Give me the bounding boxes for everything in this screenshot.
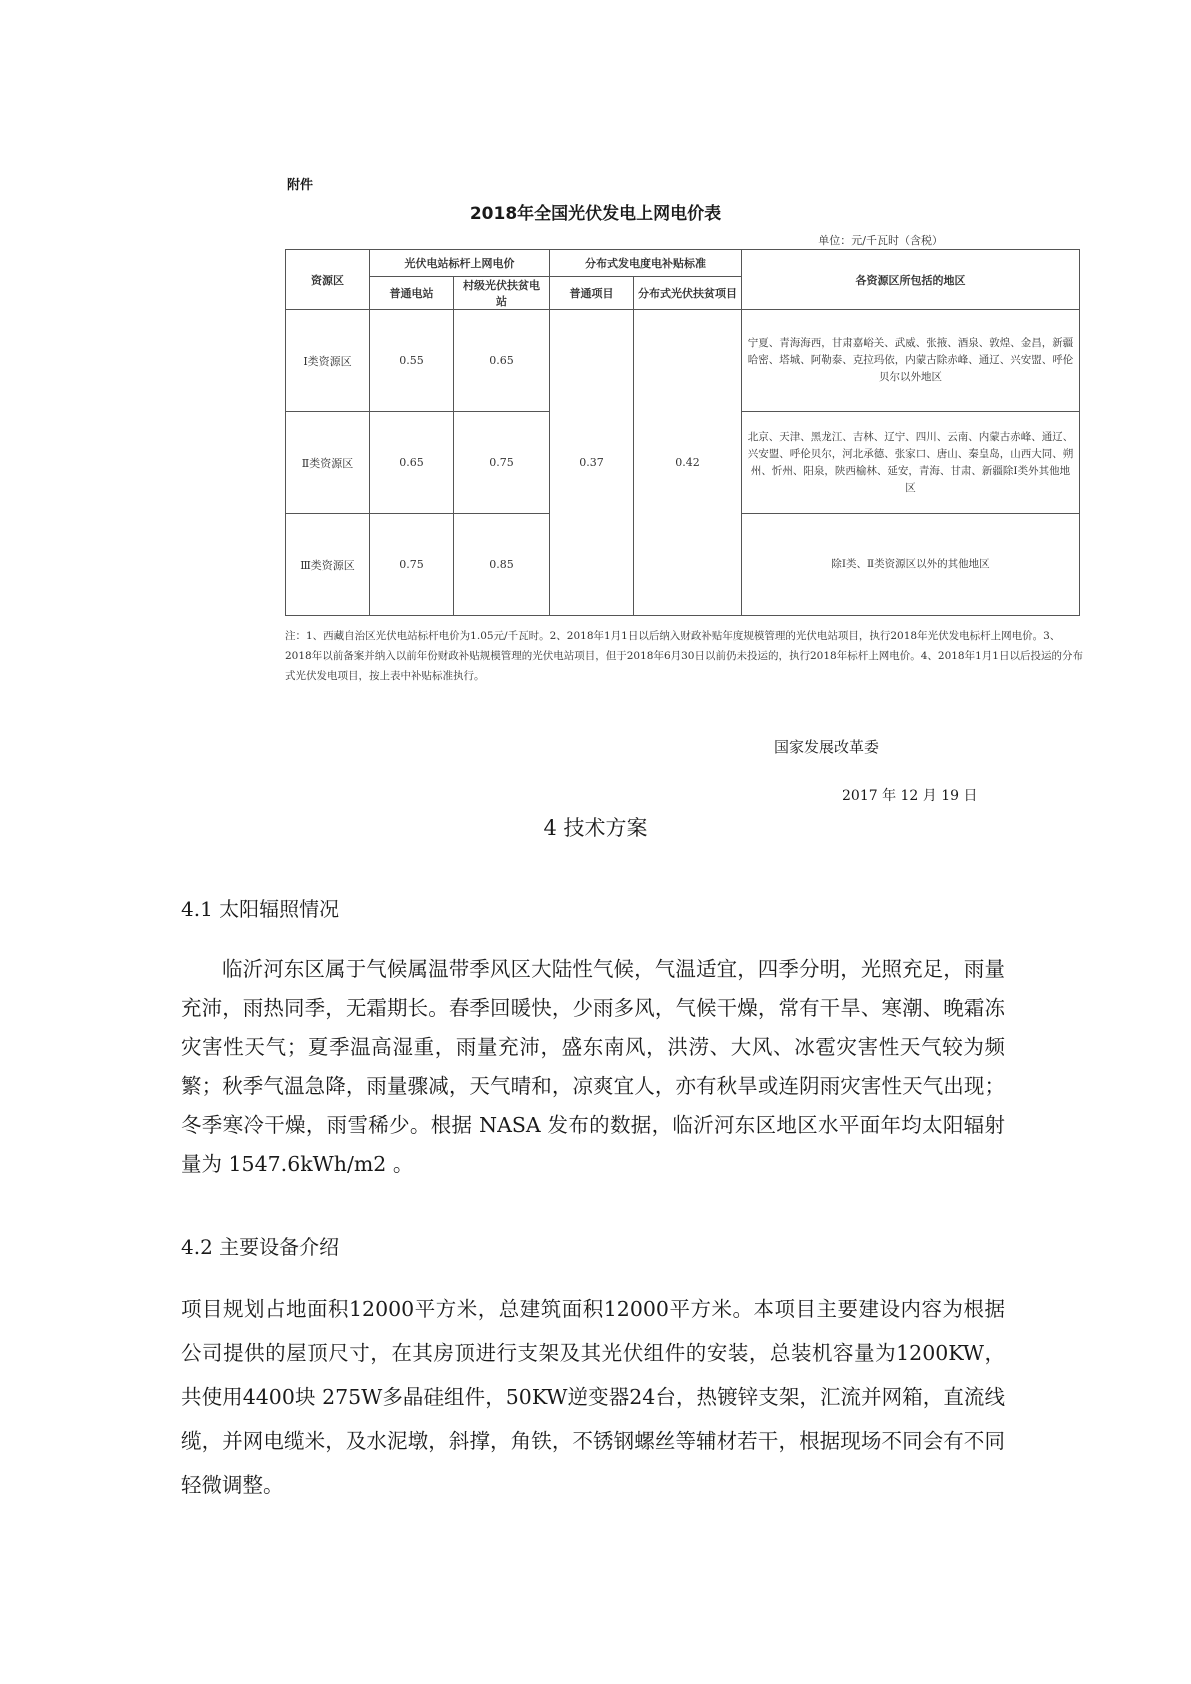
section-heading-equipment: 4.2 主要设备介绍 [181, 1235, 340, 1259]
ordinary-price-cell: 0.65 [370, 412, 454, 514]
subsidy-ordinary-cell: 0.37 [550, 310, 634, 616]
subsidy-poverty-cell: 0.42 [634, 310, 742, 616]
tariff-table-title: 2018年全国光伏发电上网电价表 [469, 204, 722, 224]
header-subsidy-group: 分布式发电度电补贴标准 [550, 250, 742, 277]
issue-date: 2017 年 12 月 19 日 [842, 788, 978, 804]
header-regions: 各资源区所包括的地区 [742, 250, 1080, 310]
header-village-poverty-station: 村级光伏扶贫电站 [454, 277, 550, 310]
header-ordinary-station: 普通电站 [370, 277, 454, 310]
village-price-cell: 0.65 [454, 310, 550, 412]
ordinary-price-cell: 0.55 [370, 310, 454, 412]
tariff-note: 注：1、西藏自治区光伏电站标杆电价为1.05元/千瓦时。2、2018年1月1日以后纳入财政补贴年度规模管理的光伏电站项目，执行2018年光伏发电标杆上网电价。3、2018年以前备案并纳入以前年份财政补贴规模管理的光伏电站项目，但于2018年6月30日以前仍未投运的，执行2018年标杆上网电价。4、2018年1月1日以后投运的分布式光伏发电项目，按上表中补贴标准执行。 [285, 630, 1083, 682]
village-price-cell: 0.85 [454, 514, 550, 616]
regions-cell: 宁夏、青海海西，甘肃嘉峪关、武威、张掖、酒泉、敦煌、金昌，新疆哈密、塔城、阿勒泰、克拉玛依，内蒙古除赤峰、通辽、兴安盟、呼伦贝尔以外地区 [742, 310, 1080, 412]
regions-cell: 除Ⅰ类、Ⅱ类资源区以外的其他地区 [742, 514, 1080, 616]
paragraph-equipment: 项目规划占地面积12000平方米，总建筑面积12000平方米。本项目主要建设内容为根据公司提供的屋顶尺寸，在其房顶进行支架及其光伏组件的安装，总装机容量为1200KW，共使用4400块 275W多晶硅组件，50KW逆变器24台，热镀锌支架，汇流并网箱，直流线缆，并网电缆米，及水泥墩，斜撑，角铁，不锈钢螺丝等辅材若干，根据现场不同会有不同轻微调整。 [181, 1297, 1005, 1497]
village-price-cell: 0.75 [454, 412, 550, 514]
section-heading-solar-radiation: 4.1 太阳辐照情况 [181, 897, 340, 921]
chapter-title: 4 技术方案 [543, 816, 648, 840]
header-benchmark-group: 光伏电站标杆上网电价 [370, 250, 550, 277]
zone-cell: Ⅲ类资源区 [286, 514, 370, 616]
regions-cell: 北京、天津、黑龙江、吉林、辽宁、四川、云南、内蒙古赤峰、通辽、兴安盟、呼伦贝尔，河北承德、张家口、唐山、秦皇岛，山西大同、朔州、忻州、阳泉，陕西榆林、延安，青海、甘肃、新疆除Ⅰ类外其他地区 [742, 412, 1080, 514]
tariff-table [285, 249, 1080, 616]
ordinary-price-cell: 0.75 [370, 514, 454, 616]
attachment-label: 附件 [287, 178, 314, 193]
header-ordinary-project: 普通项目 [550, 277, 634, 310]
zone-cell: Ⅱ类资源区 [286, 412, 370, 514]
header-resource-zone: 资源区 [286, 250, 370, 310]
header-distributed-poverty-project: 分布式光伏扶贫项目 [634, 277, 742, 310]
zone-cell: Ⅰ类资源区 [286, 310, 370, 412]
tariff-unit: 单位：元/千瓦时（含税） [818, 234, 943, 247]
paragraph-solar-radiation: 临沂河东区属于气候属温带季风区大陆性气候，气温适宜，四季分明，光照充足，雨量充沛，雨热同季，无霜期长。春季回暖快，少雨多风，气候干燥，常有干旱、寒潮、晚霜冻灾害性天气；夏季温高湿重，雨量充沛，盛东南风，洪涝、大风、冰雹灾害性天气较为频繁；秋季气温急降，雨量骤减，天气晴和，凉爽宜人，亦有秋旱或连阴雨灾害性天气出现；冬季寒冷干燥，雨雪稀少。根据 NASA 发布的数据，临沂河东区地区水平面年均太阳辐射量为 1547.6kWh/m2 。 [181, 957, 1005, 1176]
table-row [286, 310, 1080, 412]
issuer: 国家发展改革委 [774, 738, 880, 756]
